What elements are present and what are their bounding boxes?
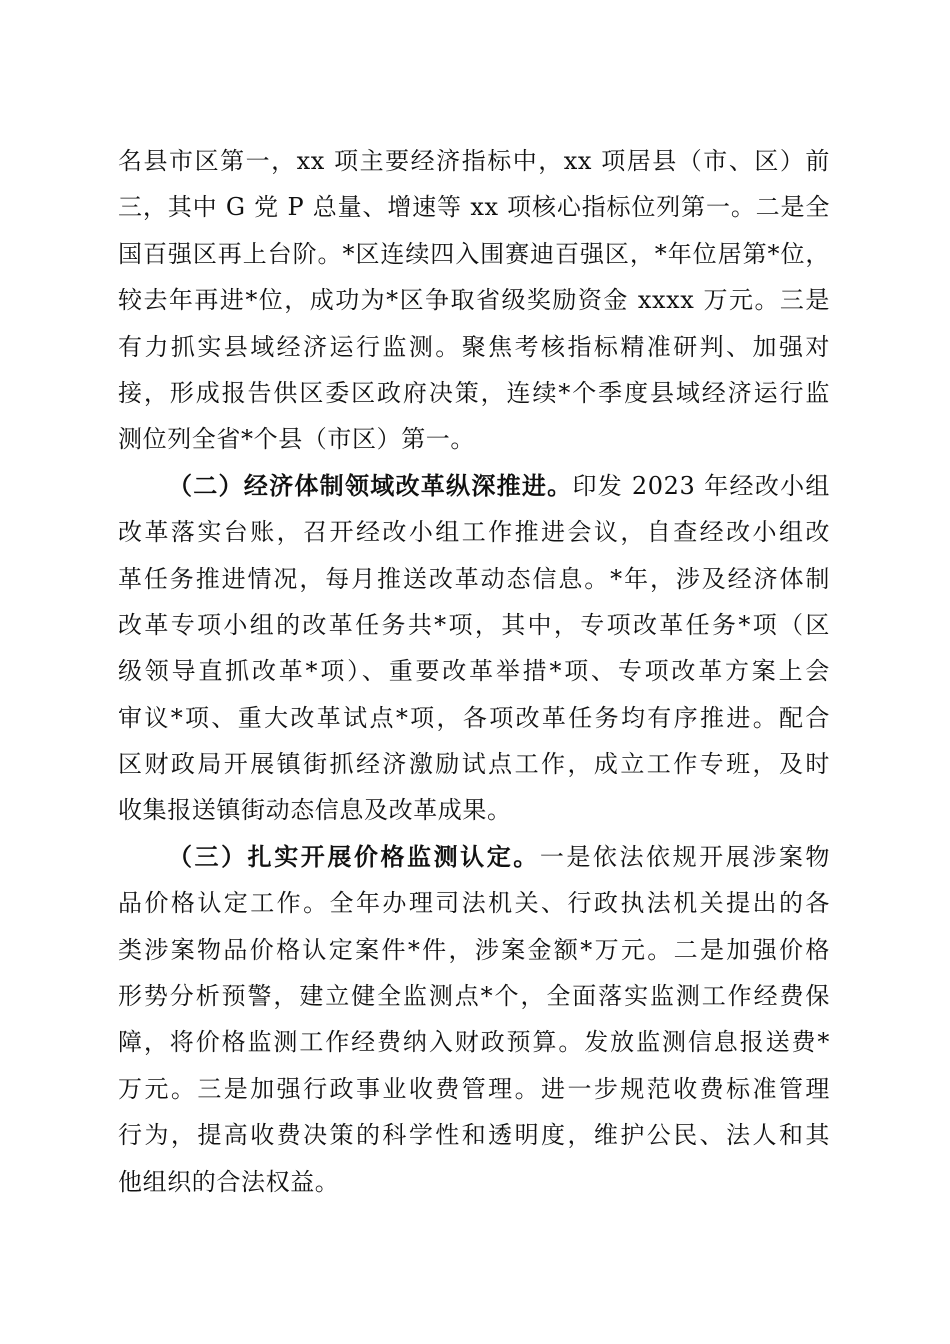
text-line: 较去年再进*位，成功为*区争取省级奖励资金 xxxx 万元。三是: [118, 286, 830, 315]
paragraph-2: [118, 463, 830, 834]
paragraph-1: [118, 138, 830, 463]
text-line: 三，其中 G 党 P 总量、增速等 xx 项核心指标位列第一。二是全: [118, 193, 830, 222]
section-heading-3: （三）扎实开展价格监测认定。: [168, 841, 540, 871]
text-line: 革任务推进情况，每月推送改革动态信息。*年，涉及经济体制: [118, 564, 830, 593]
text-line: 国百强区再上台阶。*区连续四入围赛迪百强区，*年位居第*位，: [118, 239, 830, 268]
text-line: 测位列全省*个县（市区）第一。: [118, 425, 475, 454]
text-line: [118, 834, 830, 880]
text-line: 品价格认定工作。全年办理司法机关、行政执法机关提出的各: [118, 889, 830, 918]
document-body: [118, 138, 830, 1205]
text-line: 接，形成报告供区委区政府决策，连续*个季度县域经济运行监: [118, 378, 830, 407]
text-line: 他组织的合法权益。: [118, 1167, 340, 1196]
section-heading-2: （二）经济体制领域改革纵深推进。: [168, 470, 573, 500]
text-line: 名县市区第一，xx 项主要经济指标中，xx 项居县（市、区）前: [118, 147, 830, 175]
text-line: 级领导直抓改革*项）、重要改革举措*项、专项改革方案上会: [118, 657, 830, 686]
text-line: 改革专项小组的改革任务共*项，其中，专项改革任务*项（区: [118, 610, 830, 639]
text-line: 区财政局开展镇街抓经济激励试点工作，成立工作专班，及时: [118, 750, 830, 779]
text-line: 障，将价格监测工作经费纳入财政预算。发放监测信息报送费*: [118, 1028, 830, 1057]
text-line: 类涉案物品价格认定案件*件，涉案金额*万元。二是加强价格: [118, 935, 830, 964]
text-line: 改革落实台账，召开经改小组工作推进会议，自查经改小组改: [118, 518, 830, 547]
text-line: [118, 463, 830, 509]
text-line: 有力抓实县域经济运行监测。聚焦考核指标精准研判、加强对: [118, 332, 830, 361]
text-line: 形势分析预警，建立健全监测点*个，全面落实监测工作经费保: [118, 982, 830, 1011]
text-line: 收集报送镇街动态信息及改革成果。: [118, 796, 512, 825]
text-line: 行为，提高收费决策的科学性和透明度，维护公民、法人和其: [118, 1121, 830, 1150]
text-line: 万元。三是加强行政事业收费管理。进一步规范收费标准管理: [118, 1074, 830, 1103]
paragraph-3: [118, 834, 830, 1205]
text-run: 印发 2023 年经改小组: [572, 471, 830, 500]
text-line: 审议*项、重大改革试点*项，各项改革任务均有序推进。配合: [118, 703, 830, 732]
text-run: 一是依法依规开展涉案物: [539, 842, 830, 871]
